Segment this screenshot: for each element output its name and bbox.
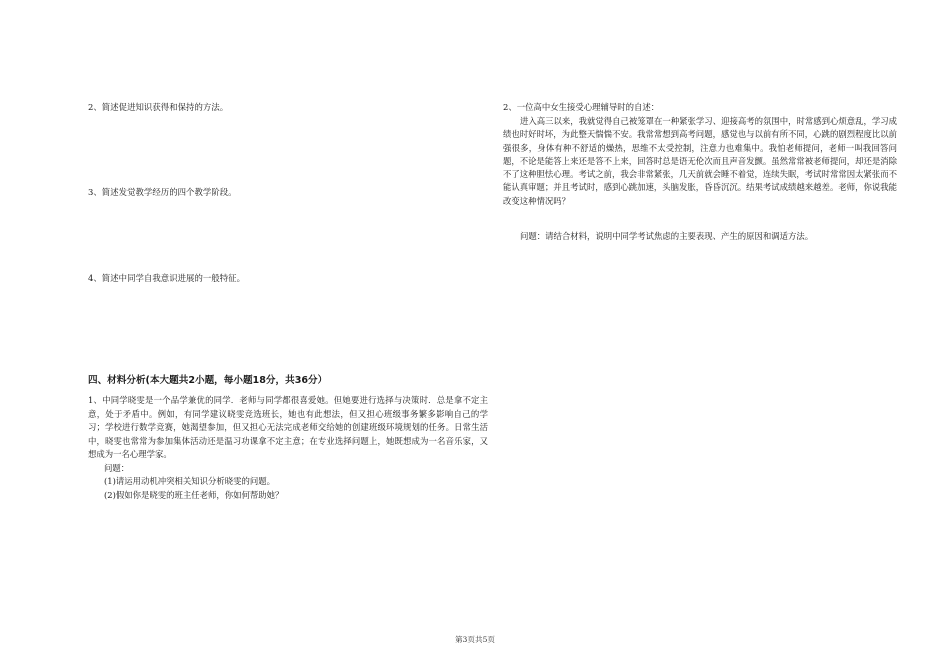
material-question-1 <box>88 394 488 502</box>
question-4-short-answer: 4、简述中同学自我意识进展的一般特征。 <box>88 273 246 283</box>
material-1-question-label: 问题： <box>104 462 130 473</box>
material-2-paragraph: 进入高三以来，我就觉得自己被笼罩在一种紧张学习、迎接高考的氛围中，时常感到心烦意乱，学习成绩也时好时坏，为此整天惴惴不安。我常常想到高考问题，感觉也与以前有所不同，心跳的剧烈程度比以前强很多，身体有种不舒适的燥热，思维不太受控制，注意力也难集中。我怕老师提问，老师一叫我回答问题，不论是能答上来还是答不上来，回答时总是语无伦次而且声音发颤。虽然常常被老师提问，却还是消除不了这种胆怯心理。考试之前，我会非常紧张，几天前就会睡不着觉，连续失眠，考试时常常因太紧张而不能认真审题；并且考试时，感到心跳加速，头脑发胀，昏昏沉沉。结果考试成绩越来越差。老师，你说我能改变这种情况吗？ <box>503 116 897 206</box>
question-3-short-answer: 3、简述发觉教学经历的四个教学阶段。 <box>88 187 237 197</box>
section-heading-material-analysis: 四、材料分析(本大题共2小题，每小题18分，共36分） <box>88 375 328 386</box>
material-question-2-body <box>503 115 897 208</box>
material-1-subquestion-2: (2)假如你是晓雯的班主任老师，你如何帮助她？ <box>104 489 284 500</box>
question-2-short-answer: 2、简述促进知识获得和保持的方法。 <box>88 102 229 112</box>
material-question-2-title: 2、一位高中女生接受心理辅导时的自述： <box>503 102 660 112</box>
material-1-paragraph: 1、中同学晓雯是一个品学兼优的同学．老师与同学都很喜爱她。但她要进行选择与决策时．总是拿不定主意，处于矛盾中。例如，有同学建议晓雯竞选班长，她也有此想法，但又担心班级事务繁多影响自己的学习；学校进行数学竞赛，她渴望参加，但又担心无法完成老师交给她的创建班级环境规划的任务。日常生活中，晓雯也常常为参加集体活动还是温习功课拿不定主意；在专业选择问题上，她既想成为一名音乐家，又想成为一名心理学家。 <box>88 395 488 459</box>
material-1-subquestion-1: (1)请运用动机冲突相关知识分析晓雯的问题。 <box>104 476 275 486</box>
material-question-2-prompt: 问题：请结合材料，说明中同学考试焦虑的主要表现、产生的原因和调适方法。 <box>520 231 814 241</box>
page-number-footer: 第3页共5页 <box>454 635 496 644</box>
